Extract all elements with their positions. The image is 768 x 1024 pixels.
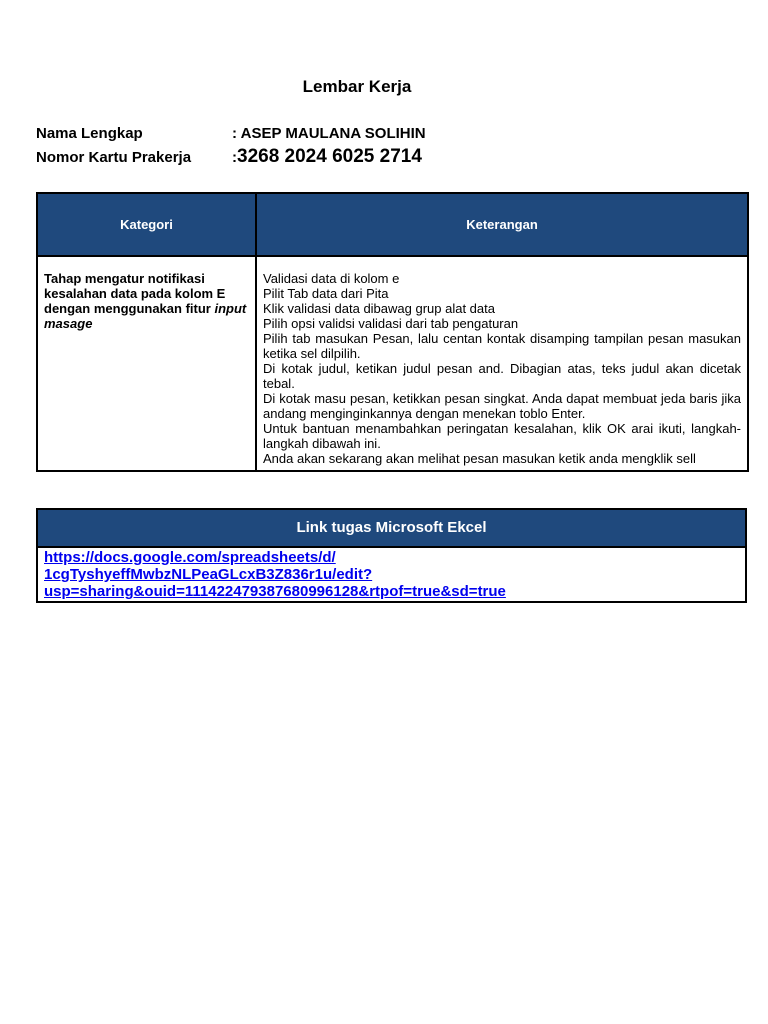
name-label: Nama Lengkap — [36, 125, 143, 142]
link-section-header: Link tugas Microsoft Ekcel — [38, 510, 745, 548]
table-row — [37, 256, 748, 471]
card-number-value: 3268 2024 6025 2714 — [237, 146, 422, 167]
category-cell — [37, 256, 256, 471]
description-cell — [256, 256, 748, 471]
link-section-body — [38, 548, 745, 601]
step-item: Klik validasi data dibawag grup alat data — [263, 301, 495, 316]
header-category: Kategori — [37, 193, 256, 256]
step-item: Pilit Tab data dari Pita — [263, 286, 389, 301]
category-text: Tahap mengatur notifikasi kesalahan data pada kolom E dengan menggunakan fitur — [44, 271, 226, 316]
name-separator: : — [232, 125, 237, 142]
spreadsheet-link-line-1: https://docs.google.com/spreadsheets/d/ — [44, 549, 336, 566]
card-number-separator: : — [232, 149, 237, 166]
step-item: Di kotak masu pesan, ketikkan pesan singkat. Anda dapat membuat jeda baris jika andang menginginkannya dengan menekan toblo Enter. — [263, 391, 741, 421]
step-item: Pilih opsi validsi validasi dari tab pengaturan — [263, 316, 519, 331]
card-number-row — [36, 146, 422, 168]
step-item: Pilih tab masukan Pesan, lalu centan kontak disamping tampilan pesan masukan ketika sel dilpilih. — [263, 331, 741, 361]
spreadsheet-link[interactable] — [44, 549, 604, 600]
worksheet-table — [36, 192, 749, 472]
link-section — [36, 508, 747, 603]
step-item: Anda akan sekarang akan melihat pesan masukan ketik anda mengklik sell — [263, 451, 696, 466]
card-number-label: Nomor Kartu Prakerja — [36, 149, 192, 166]
step-item: Di kotak judul, ketikan judul pesan and. Dibagian atas, teks judul akan dicetak tebal. — [263, 361, 741, 391]
spreadsheet-link-line-2: 1cgTyshyeffMwbzNLPeaGLcxB3Z836r1u/edit? — [44, 566, 373, 583]
header-description: Keterangan — [256, 193, 748, 256]
name-row — [36, 125, 426, 142]
name-value: ASEP MAULANA SOLIHIN — [240, 125, 426, 142]
step-item: Untuk bantuan menambahkan peringatan kesalahan, klik OK arai ikuti, langkah-langkah dibawah ini. — [263, 421, 741, 451]
table-header-row — [37, 193, 748, 256]
category-italic-text: input masage — [44, 301, 247, 331]
spreadsheet-link-line-3: usp=sharing&ouid=111422479387680996128&rtpof=true&sd=true — [44, 583, 506, 600]
document-title: Lembar Kerja — [302, 77, 412, 96]
step-item: Validasi data di kolom e — [263, 271, 400, 286]
